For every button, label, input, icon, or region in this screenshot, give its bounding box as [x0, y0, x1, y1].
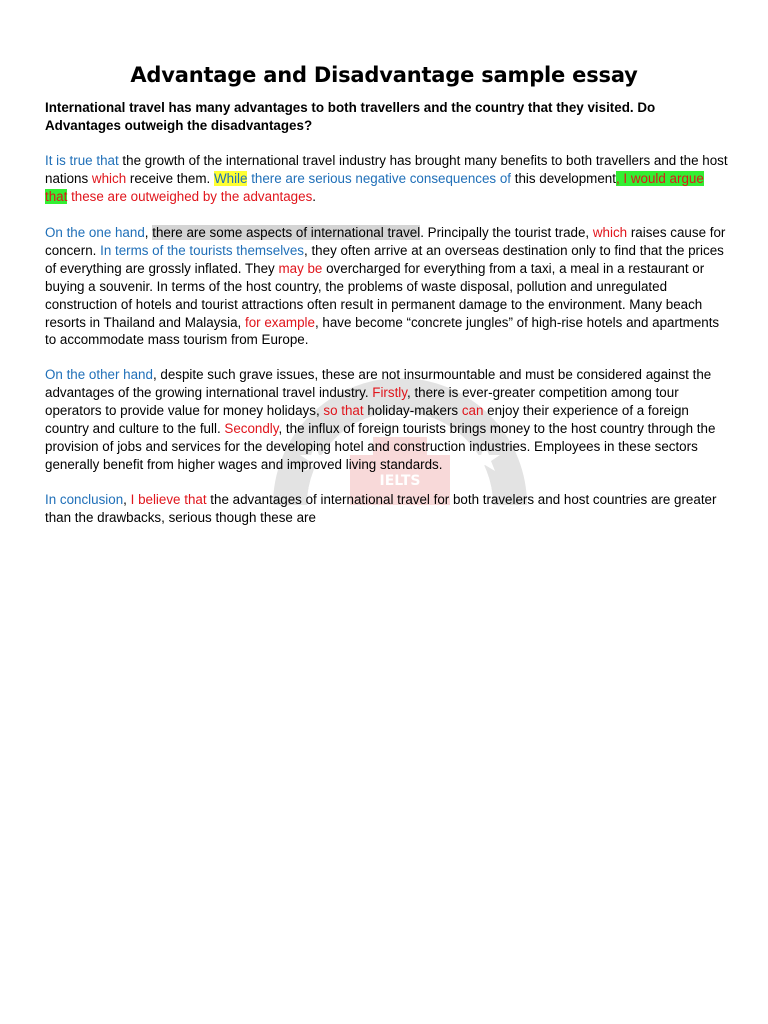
highlighted-phrase: Secondly [224, 420, 279, 436]
paragraph-disadvantages [45, 224, 729, 349]
text-run: , [144, 225, 153, 240]
text-run: , despite such grave issues, these are not insurmountable and must be considered against the advantages of the growing international travel industry. [45, 367, 712, 400]
text-run: , [123, 492, 131, 507]
essay-question: International travel has many advantages to both travellers and the country that they visited. Do Advantages outweigh the disadvantages? [45, 100, 656, 133]
text-run: , the influx of foreign tourists brings money to the host country through the provision of jobs and services for the developing hotel and construction industries. Employees in these sectors generally benefit from higher wages and improved living standards. [45, 420, 716, 472]
text-run: . Principally the tourist trade, [420, 225, 593, 240]
text-run: raises cause for concern. [45, 225, 726, 258]
highlighted-phrase: In conclusion [45, 492, 124, 507]
highlighted-phrase: In terms of the tourists themselves [100, 242, 305, 258]
highlighted-phrase: there are some aspects of international travel [152, 225, 421, 240]
highlighted-phrase: so that [323, 402, 364, 418]
highlighted-phrase: On the other hand [45, 367, 153, 382]
highlighted-phrase: which [592, 225, 628, 240]
highlighted-phrase: While [213, 170, 248, 186]
paragraph-advantages [45, 366, 729, 473]
highlighted-phrase: may be [278, 260, 323, 276]
text-run: enjoy their experience of a foreign country and culture to the full. [45, 402, 689, 436]
highlighted-phrase: for example [244, 314, 315, 330]
text-run: the advantages of international travel for both travelers and host countries are greater than the drawbacks, serious though these are [45, 492, 717, 525]
text-run: , there is ever-greater competition among tour operators to provide value for money holidays, [45, 384, 679, 418]
highlighted-phrase: Firstly [372, 384, 407, 400]
text-run: . [312, 188, 317, 204]
text-run: , they often arrive at an overseas destination only to find that the prices of everything are grossly inflated. They [45, 242, 724, 276]
highlighted-phrase: can [461, 402, 484, 418]
paragraph-conclusion [45, 491, 729, 527]
text-run: holiday-makers [363, 402, 462, 418]
paragraph-introduction [45, 152, 729, 206]
svg-text:IELTS: IELTS [379, 473, 421, 489]
highlighted-phrase: I believe that [130, 492, 207, 507]
highlighted-phrase: On the one hand [45, 225, 145, 240]
highlighted-phrase: these are outweighed by the advantages [67, 188, 313, 204]
highlighted-phrase: which [91, 170, 127, 186]
essay-title: Advantage and Disadvantage sample essay [130, 63, 638, 87]
text-run: receive them. [126, 170, 214, 186]
highlighted-phrase: , I would argue that [45, 170, 704, 204]
text-run: the growth of the international travel industry has brought many benefits to both travellers and the host nations [45, 153, 728, 186]
text-run: this development [511, 170, 616, 186]
text-run: overcharged for everything from a taxi, a meal in a restaurant or buying a souvenir. In terms of the host country, the problems of waste disposal, pollution and unregulated construction of hotels and tourist attractions often result in permanent damage to the environment. Many beach resorts in Thailand and Malaysia, [45, 260, 705, 330]
highlighted-phrase: there are serious negative consequences of [247, 170, 511, 186]
highlighted-phrase: It is true that [45, 153, 119, 168]
text-run: , have become “concrete jungles” of high-rise hotels and apartments to accommodate mass tourism from Europe. [45, 314, 720, 348]
